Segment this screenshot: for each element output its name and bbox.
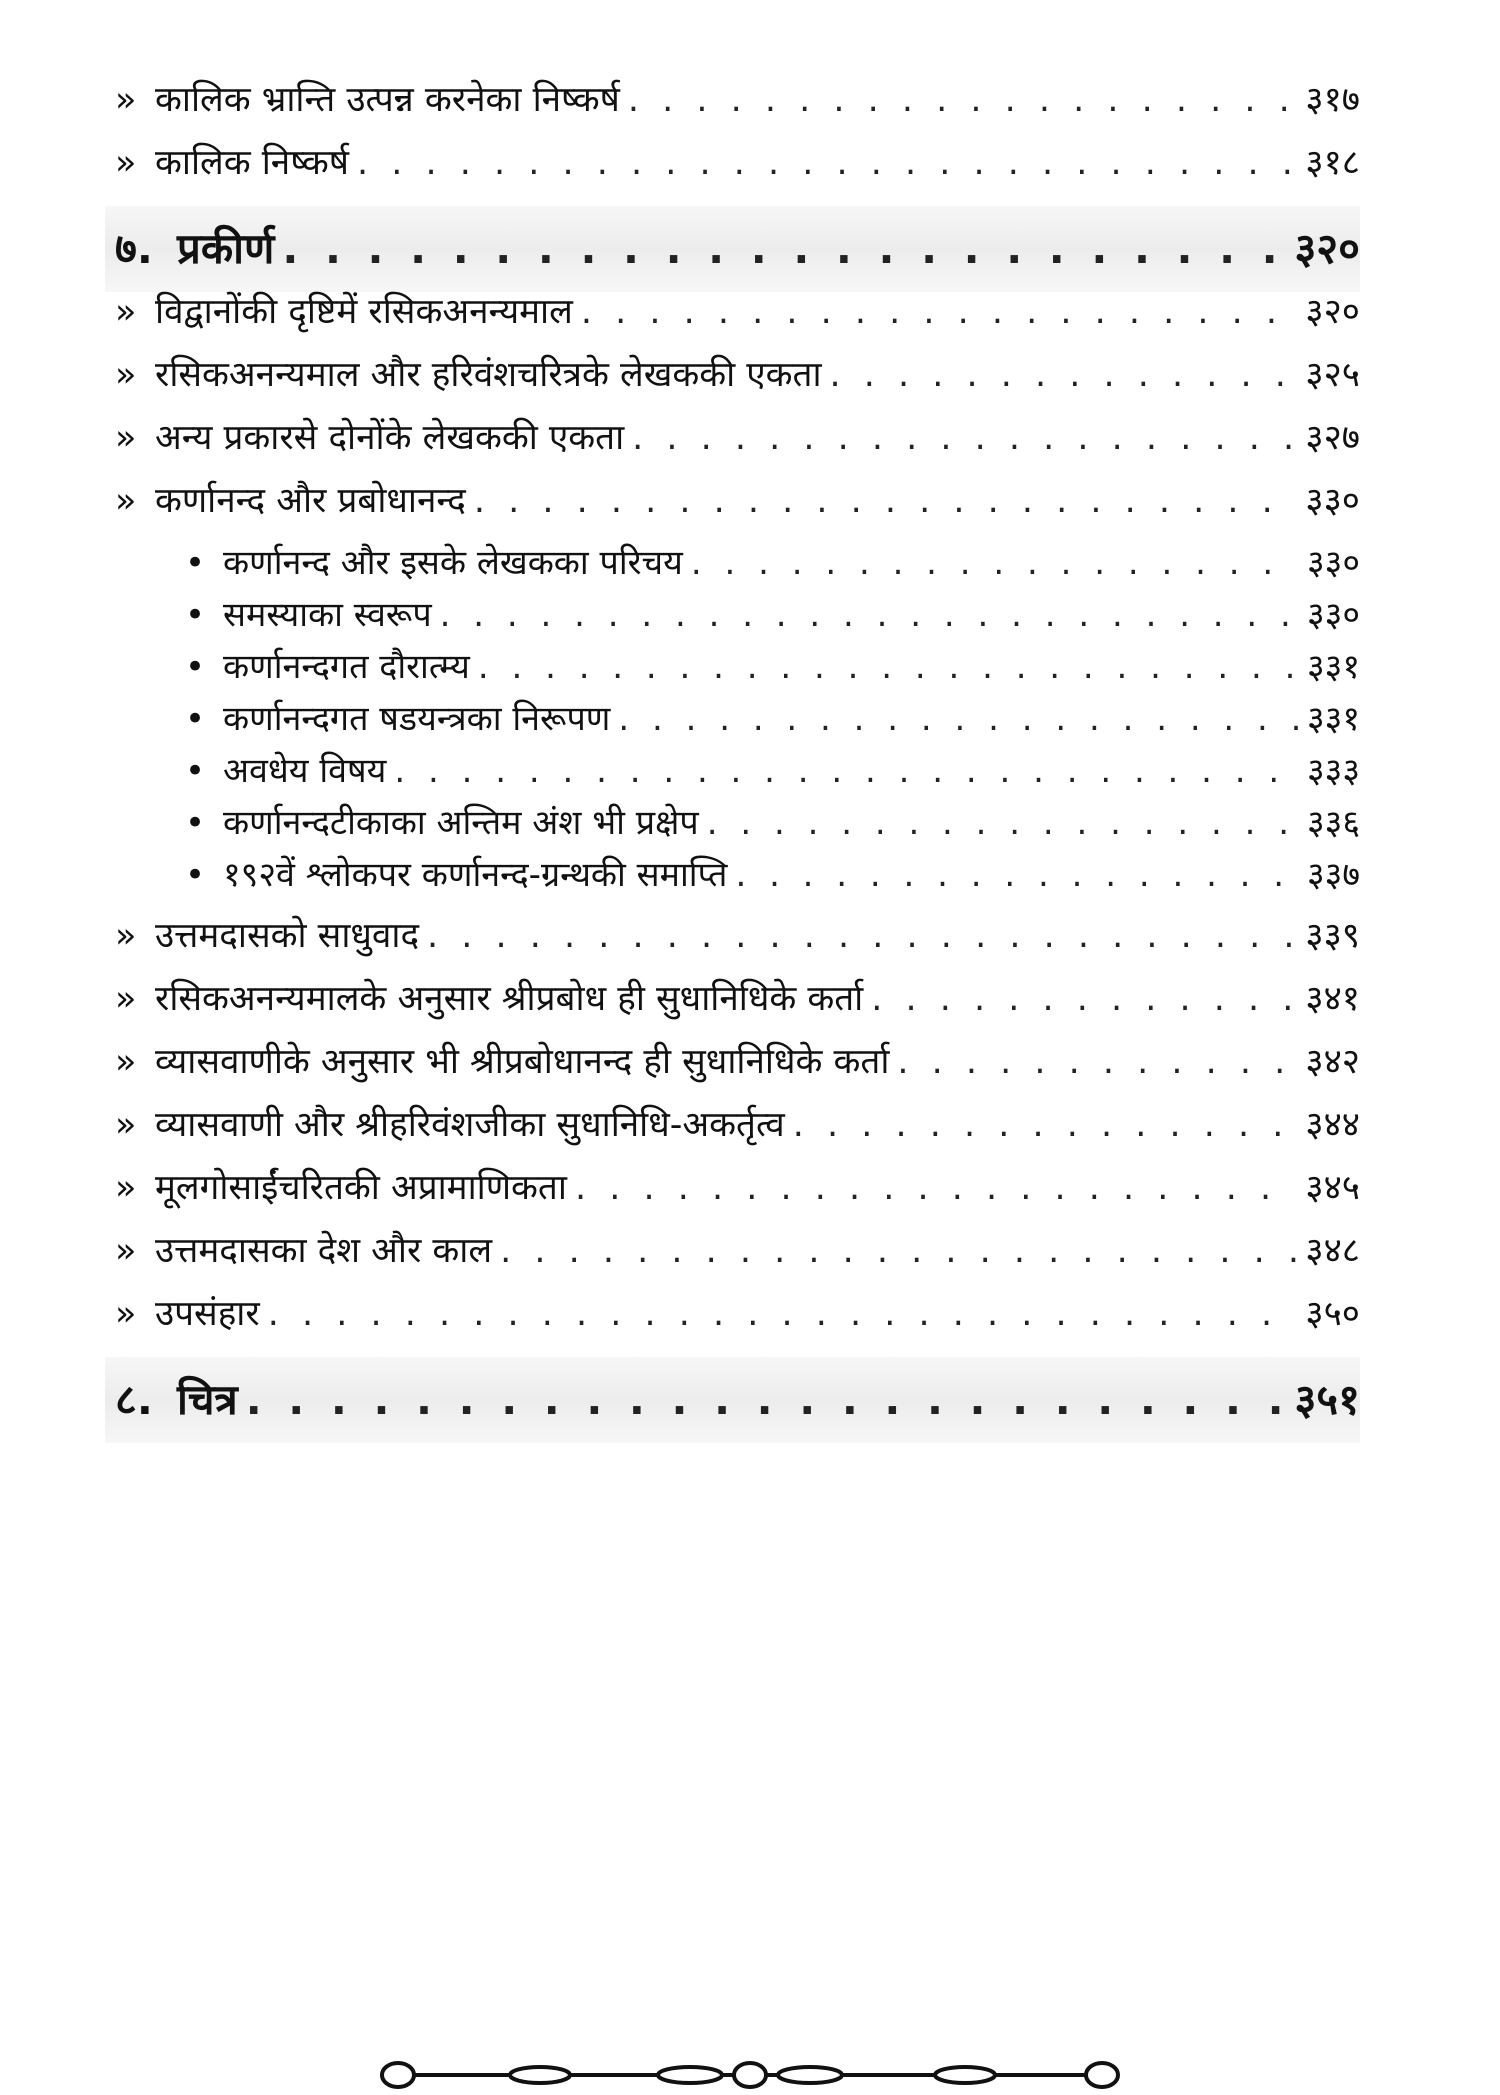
subentry-title: १९२वें श्लोकपर कर्णानन्द-ग्रन्थकी समाप्ति xyxy=(223,855,728,895)
subentry-page: ३३० xyxy=(1306,543,1360,583)
entry-marker: » xyxy=(115,418,137,458)
bullet-marker: • xyxy=(185,595,206,635)
entry-page: ३२७ xyxy=(1305,418,1360,458)
subentry-page: ३३७ xyxy=(1306,855,1360,895)
dot-leader xyxy=(440,596,1299,635)
bullet-marker: • xyxy=(185,803,206,843)
entry-marker: » xyxy=(115,1231,137,1271)
toc-subentry[interactable] xyxy=(115,856,1360,908)
toc-entry[interactable] xyxy=(115,292,1360,355)
spacer xyxy=(115,908,1360,916)
dot-leader xyxy=(735,856,1299,895)
subentry-title: कर्णानन्द और इसके लेखकका परिचय xyxy=(223,543,683,583)
subentry-title: कर्णानन्दगत दौरात्म्य xyxy=(223,647,470,687)
bullet-marker: • xyxy=(185,855,206,895)
dot-leader xyxy=(691,544,1299,583)
chapter-title: प्रकीर्ण xyxy=(177,223,275,273)
bullet-marker: • xyxy=(185,751,206,791)
ornament-divider-icon xyxy=(380,2055,1120,2095)
entry-title: उत्तमदासका देश और काल xyxy=(155,1231,493,1271)
toc-subentry[interactable] xyxy=(115,596,1360,648)
table-of-contents xyxy=(115,80,1360,1443)
toc-entry[interactable] xyxy=(115,1168,1360,1231)
chapter-title: चित्र xyxy=(177,1374,238,1424)
entry-page: ३२५ xyxy=(1305,355,1360,395)
toc-entry[interactable] xyxy=(115,1105,1360,1168)
subentry-page: ३३६ xyxy=(1306,803,1360,843)
entry-marker: » xyxy=(115,292,137,332)
dot-leader xyxy=(268,1294,1298,1334)
toc-chapter-heading[interactable] xyxy=(105,206,1360,292)
subentry-page: ३३३ xyxy=(1306,751,1360,791)
dot-leader xyxy=(246,1376,1287,1424)
dot-leader xyxy=(628,80,1298,120)
entry-marker: » xyxy=(115,1168,137,1208)
dot-leader xyxy=(474,481,1298,521)
entry-title: उत्तमदासको साधुवाद xyxy=(155,916,420,956)
toc-entry[interactable] xyxy=(115,80,1360,143)
entry-page: ३२० xyxy=(1305,292,1360,332)
toc-subentry[interactable] xyxy=(115,804,1360,856)
subentry-page: ३३१ xyxy=(1306,647,1360,687)
entry-marker: » xyxy=(115,80,137,120)
chapter-number: ७. xyxy=(115,223,153,273)
toc-subentry[interactable] xyxy=(115,700,1360,752)
entry-page: ३४५ xyxy=(1305,1168,1360,1208)
entry-marker: » xyxy=(115,979,137,1019)
entry-marker: » xyxy=(115,355,137,395)
entry-title: कालिक निष्कर्ष xyxy=(155,143,350,183)
toc-subentry[interactable] xyxy=(115,752,1360,804)
chapter-page: ३२० xyxy=(1294,223,1360,273)
entry-title: विद्वानोंकी दृष्टिमें रसिकअनन्यमाल xyxy=(155,292,573,332)
entry-page: ३३९ xyxy=(1305,916,1360,956)
entry-page: ३५० xyxy=(1305,1294,1360,1334)
chapter-number: ८. xyxy=(115,1374,153,1424)
entry-page: ३४८ xyxy=(1305,1231,1360,1271)
toc-entry[interactable] xyxy=(115,1294,1360,1357)
entry-page: ३३० xyxy=(1305,481,1360,521)
toc-subentry[interactable] xyxy=(115,648,1360,700)
toc-entry[interactable] xyxy=(115,979,1360,1042)
entry-title: अन्य प्रकारसे दोनोंके लेखककी एकता xyxy=(155,418,625,458)
bullet-marker: • xyxy=(185,647,206,687)
entry-page: ३४२ xyxy=(1305,1042,1360,1082)
dot-leader xyxy=(427,916,1297,956)
subentry-title: कर्णानन्दगत षडयन्त्रका निरूपण xyxy=(223,699,611,739)
toc-chapter-heading[interactable] xyxy=(105,1357,1360,1443)
dot-leader xyxy=(632,418,1297,458)
dot-leader xyxy=(618,700,1299,739)
bullet-marker: • xyxy=(185,543,206,583)
entry-title: उपसंहार xyxy=(155,1294,260,1334)
dot-leader xyxy=(793,1105,1298,1145)
toc-entry[interactable] xyxy=(115,355,1360,418)
entry-title: कालिक भ्रान्ति उत्पन्न करनेका निष्कर्ष xyxy=(155,80,620,120)
entry-page: ३४४ xyxy=(1305,1105,1360,1145)
entry-page: ३१७ xyxy=(1305,80,1360,120)
dot-leader xyxy=(357,143,1297,183)
dot-leader xyxy=(897,1042,1297,1082)
entry-page: ३४१ xyxy=(1305,979,1360,1019)
chapter-page: ३५१ xyxy=(1294,1374,1360,1424)
dot-leader xyxy=(282,225,1286,273)
subentry-title: कर्णानन्दटीकाका अन्तिम अंश भी प्रक्षेप xyxy=(223,803,699,843)
subentry-title: समस्याका स्वरूप xyxy=(223,595,432,635)
entry-title: व्यासवाणी और श्रीहरिवंशजीका सुधानिधि-अकर्तृत्व xyxy=(155,1105,785,1145)
dot-leader xyxy=(575,1168,1297,1208)
entry-title: कर्णानन्द और प्रबोधानन्द xyxy=(155,481,466,521)
entry-marker: » xyxy=(115,481,137,521)
dot-leader xyxy=(707,804,1299,843)
entry-marker: » xyxy=(115,916,137,956)
toc-subentry[interactable] xyxy=(115,544,1360,596)
dot-leader xyxy=(478,648,1299,687)
entry-marker: » xyxy=(115,1105,137,1145)
toc-entry[interactable] xyxy=(115,916,1360,979)
entry-title: रसिकअनन्यमालके अनुसार श्रीप्रबोध ही सुधानिधिके कर्ता xyxy=(155,979,864,1019)
dot-leader xyxy=(394,752,1299,791)
entry-title: रसिकअनन्यमाल और हरिवंशचरित्रके लेखककी एकता xyxy=(155,355,822,395)
toc-entry[interactable] xyxy=(115,143,1360,206)
subentry-page: ३३१ xyxy=(1306,699,1360,739)
bullet-marker: • xyxy=(185,699,206,739)
dot-leader xyxy=(500,1231,1297,1271)
entry-marker: » xyxy=(115,143,137,183)
subentry-title: अवधेय विषय xyxy=(223,751,387,791)
toc-entry[interactable] xyxy=(115,1231,1360,1294)
toc-entry[interactable] xyxy=(115,1042,1360,1105)
entry-title: मूलगोसाईंचरितकी अप्रामाणिकता xyxy=(155,1168,567,1208)
entry-marker: » xyxy=(115,1294,137,1334)
subentry-page: ३३० xyxy=(1306,595,1360,635)
dot-leader xyxy=(871,979,1297,1019)
dot-leader xyxy=(830,355,1298,395)
toc-entry[interactable] xyxy=(115,481,1360,544)
entry-page: ३१८ xyxy=(1305,143,1360,183)
entry-title: व्यासवाणीके अनुसार भी श्रीप्रबोधानन्द ही सुधानिधिके कर्ता xyxy=(155,1042,890,1082)
dot-leader xyxy=(581,292,1298,332)
toc-entry[interactable] xyxy=(115,418,1360,481)
entry-marker: » xyxy=(115,1042,137,1082)
